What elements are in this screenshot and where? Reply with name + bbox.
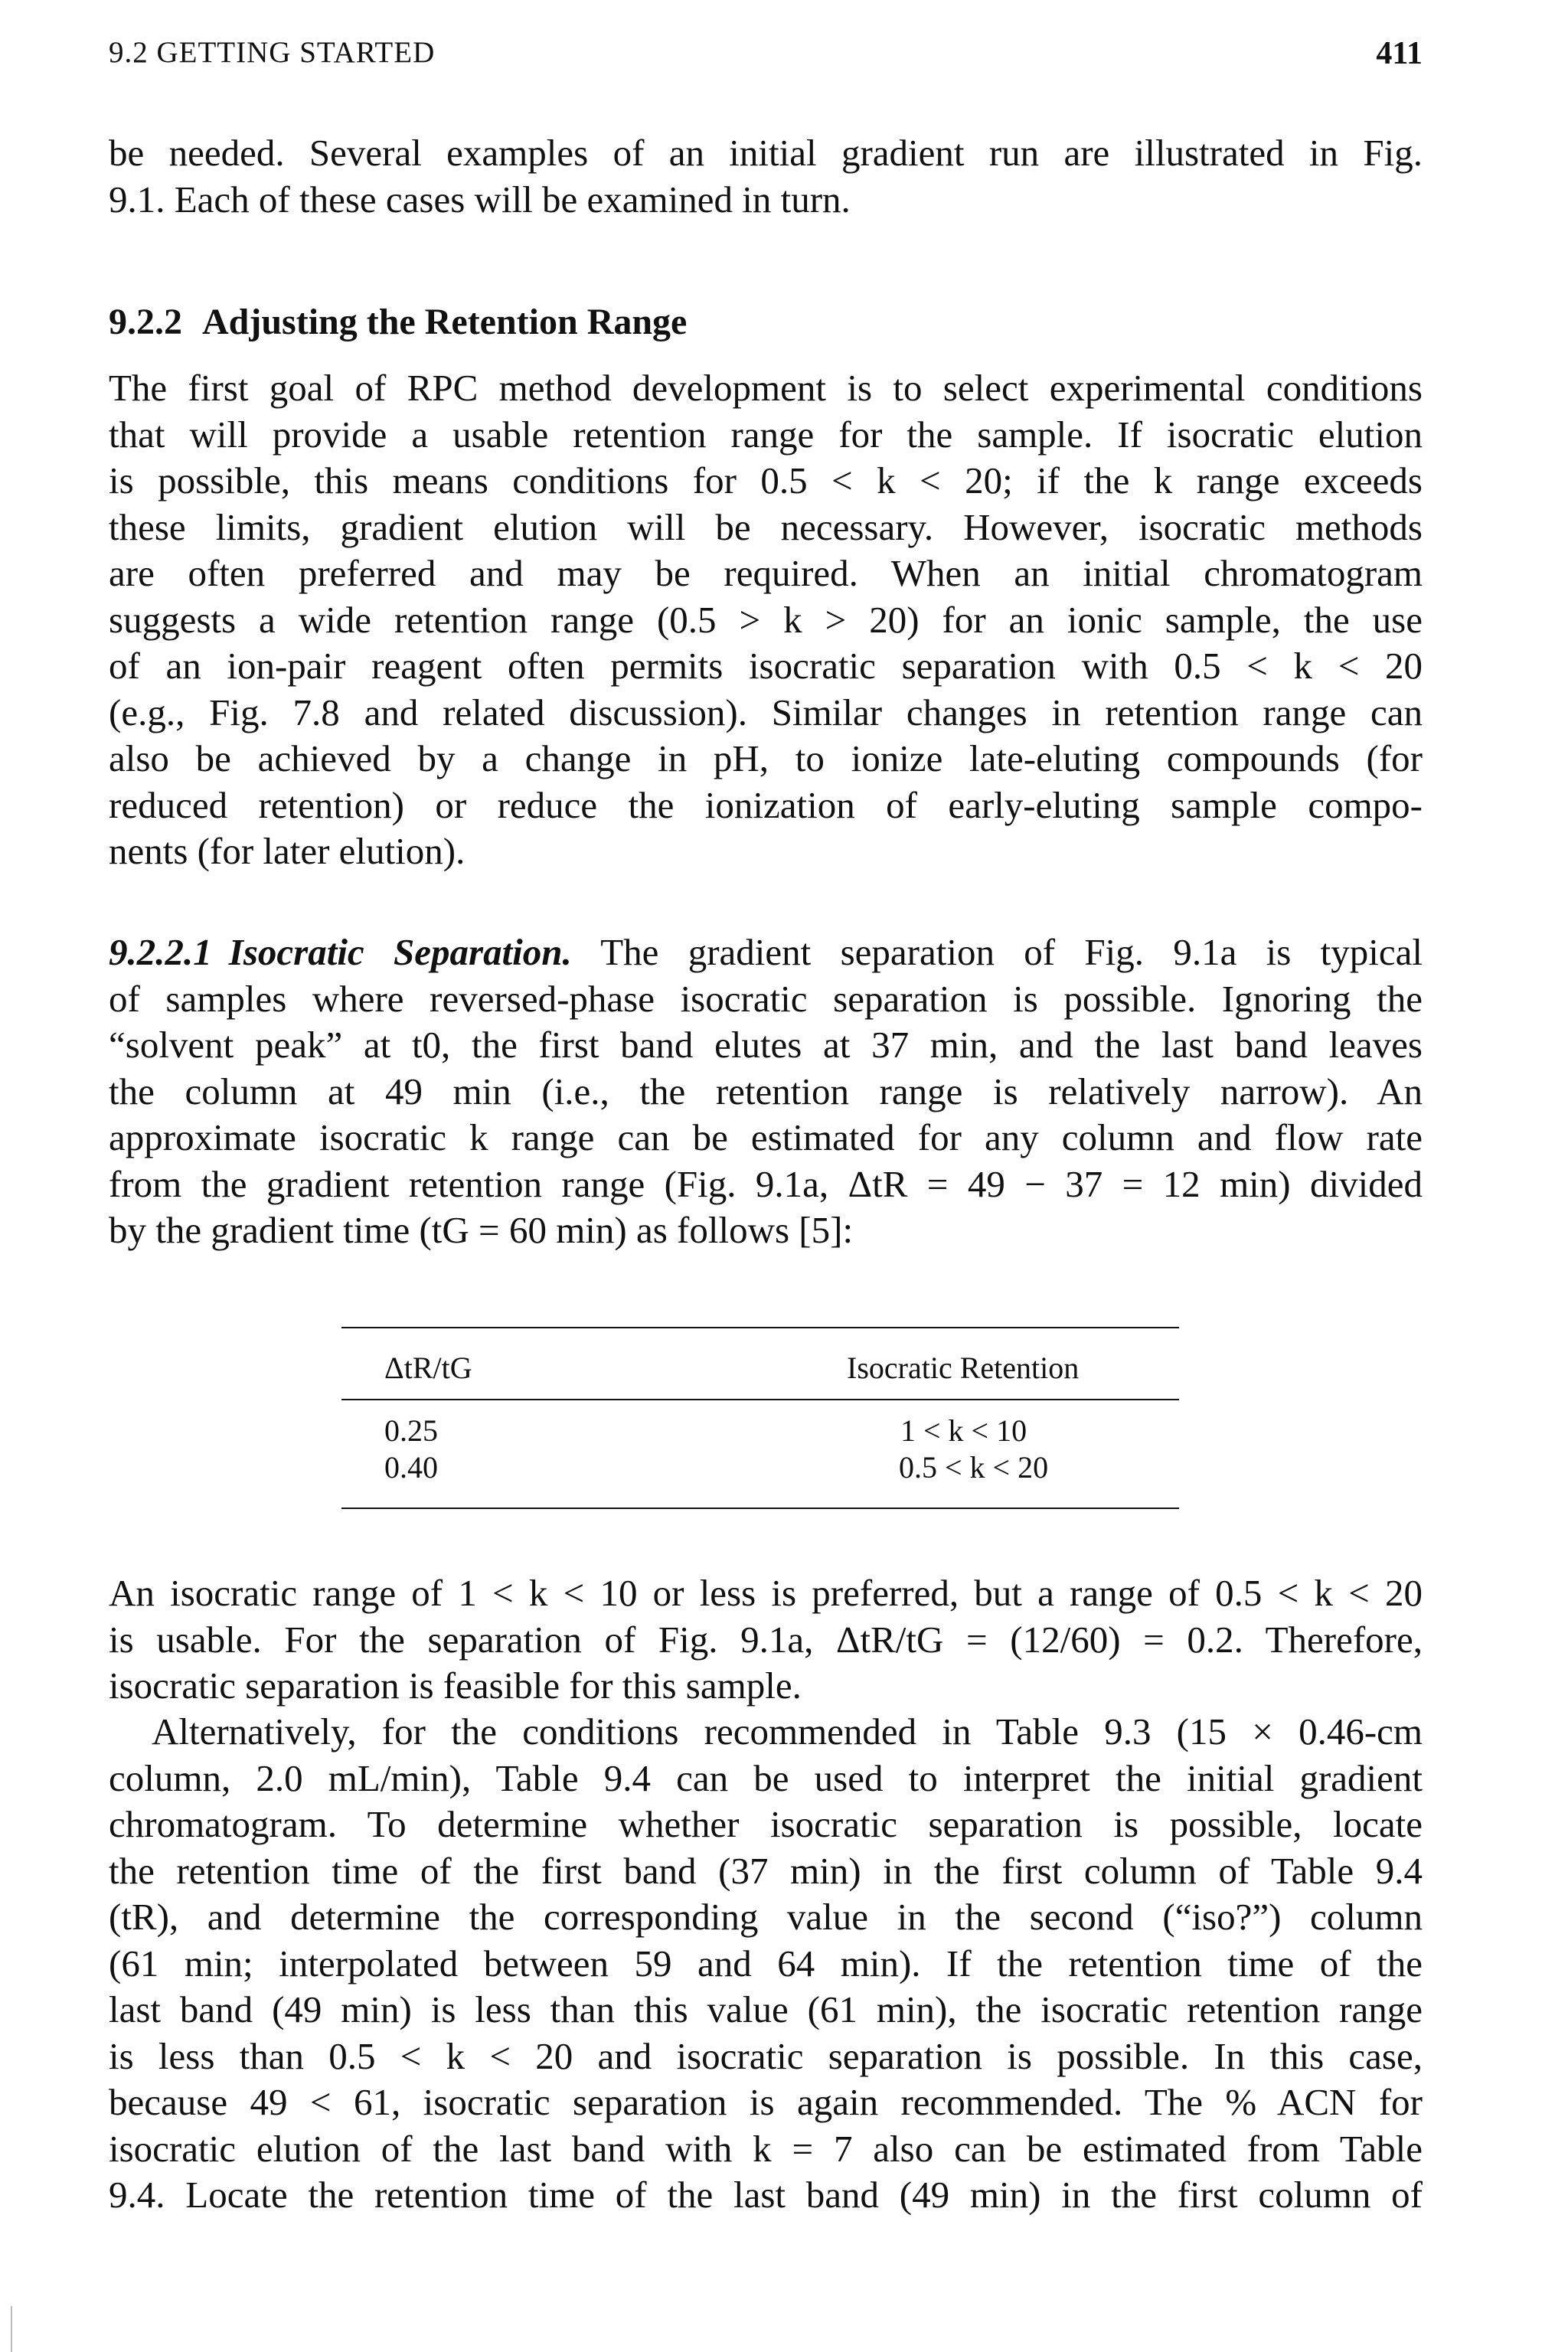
text-line: 9.4. Locate the retention time of the last band (49 min) in the first column of	[109, 2174, 1423, 2216]
text-line: that will provide a usable retention range for the sample. If isocratic elution	[109, 413, 1423, 456]
text-line: are often preferred and may be required. When an initial chromatogram	[109, 552, 1423, 594]
page-number: 411	[1376, 36, 1423, 71]
table-cell: 0.40	[384, 1450, 438, 1485]
table-cell: 0.25	[384, 1413, 438, 1448]
text-line: approximate isocratic k range can be estimated for any column and flow rate	[109, 1116, 1423, 1158]
table-header-cell: Isocratic Retention	[847, 1351, 1080, 1385]
text-line: also be achieved by a change in pH, to ionize late-eluting compounds (for	[109, 737, 1423, 779]
text-line: The first goal of RPC method development is to select experimental conditions	[109, 367, 1423, 409]
text-line: of samples where reversed-phase isocratic separation is possible. Ignoring the	[109, 977, 1423, 1020]
subsection-number: 9.2.2.1	[109, 931, 212, 973]
paragraph-retention-goal	[109, 365, 1423, 875]
subsection-title: Isocratic Separation.	[228, 931, 572, 973]
text-line: the column at 49 min (i.e., the retention range is relatively narrow). An	[109, 1070, 1423, 1112]
text-line: because 49 < 61, isocratic separation is again recommended. The % ACN for	[109, 2081, 1423, 2123]
table-cell: 0.5 < k < 20	[899, 1450, 1049, 1485]
section-title: Adjusting the Retention Range	[202, 302, 688, 342]
intro-paragraph	[109, 130, 1423, 223]
section-number: 9.2.2	[109, 302, 182, 342]
text-line: last band (49 min) is less than this value (61 min), the isocratic retention range	[109, 1988, 1423, 2030]
isocratic-retention-table	[341, 1327, 1179, 1509]
table-header-row	[341, 1328, 1179, 1399]
paragraph-isocratic-range	[109, 1570, 1423, 1710]
text-line: nents (for later elution).	[109, 830, 466, 872]
text-line: (61 min; interpolated between 59 and 64 min). If the retention time of the	[109, 1942, 1423, 1984]
text-line: be needed. Several examples of an initial gradient run are illustrated in Fig.	[109, 132, 1423, 174]
section-heading	[109, 301, 687, 343]
table-cell: 1 < k < 10	[900, 1413, 1027, 1448]
text-line: isocratic elution of the last band with k = 7 also can be estimated from Table	[109, 2127, 1423, 2170]
text-line: isocratic separation is feasible for this sample.	[109, 1664, 802, 1707]
text-line: is possible, this means conditions for 0.5 < k < 20; if the k range exceeds	[109, 459, 1423, 501]
text-line: Alternatively, for the conditions recommended in Table 9.3 (15 × 0.46-cm	[152, 1710, 1423, 1753]
text-line: by the gradient time (tG = 60 min) as follows [5]:	[109, 1209, 854, 1251]
text-line: these limits, gradient elution will be necessary. However, isocratic methods	[109, 505, 1423, 548]
text-line: of an ion-pair reagent often permits isocratic separation with 0.5 < k < 20	[109, 645, 1423, 687]
table-body	[341, 1400, 1179, 1508]
text-line: (e.g., Fig. 7.8 and related discussion). Similar changes in retention range can	[109, 691, 1423, 733]
text-line: is less than 0.5 < k < 20 and isocratic separation is possible. In this case,	[109, 2034, 1423, 2077]
text-line: chromatogram. To determine whether isocratic separation is possible, locate	[109, 1803, 1423, 1845]
text-line: from the gradient retention range (Fig. 9.1a, ΔtR = 49 − 37 = 12 min) divided	[109, 1162, 1423, 1205]
running-head	[109, 35, 1423, 72]
subsection-first-line	[109, 929, 1423, 976]
text-line: suggests a wide retention range (0.5 > k > 20) for an ionic sample, the use	[109, 598, 1423, 641]
running-head-section: 9.2 GETTING STARTED	[109, 36, 436, 69]
text-line: the retention time of the first band (37 min) in the first column of Table 9.4	[109, 1849, 1423, 1892]
scan-margin-mark	[11, 2306, 12, 2352]
text-line: reduced retention) or reduce the ionization of early-eluting sample compo-	[109, 783, 1423, 826]
text-line: “solvent peak” at t0, the first band elutes at 37 min, and the last band leaves	[109, 1024, 1423, 1066]
text-line: An isocratic range of 1 < k < 10 or less is preferred, but a range of 0.5 < k < 20	[109, 1572, 1423, 1614]
text-line: column, 2.0 mL/min), Table 9.4 can be used to interpret the initial gradient	[109, 1756, 1423, 1799]
table-bottom-rule	[341, 1508, 1179, 1509]
text-line: is usable. For the separation of Fig. 9.1a, ΔtR/tG = (12/60) = 0.2. Therefore,	[109, 1618, 1423, 1661]
paragraph-isocratic-separation	[109, 929, 1423, 1254]
paragraph-table-9-4-method	[109, 1709, 1423, 2219]
text-line: (tR), and determine the corresponding value in the second (“iso?”) column	[109, 1896, 1423, 1938]
text-run: The gradient separation of Fig. 9.1a is typical	[600, 931, 1423, 973]
table-header-cell: ΔtR/tG	[384, 1351, 472, 1385]
text-line: 9.1. Each of these cases will be examined in turn.	[109, 178, 851, 220]
